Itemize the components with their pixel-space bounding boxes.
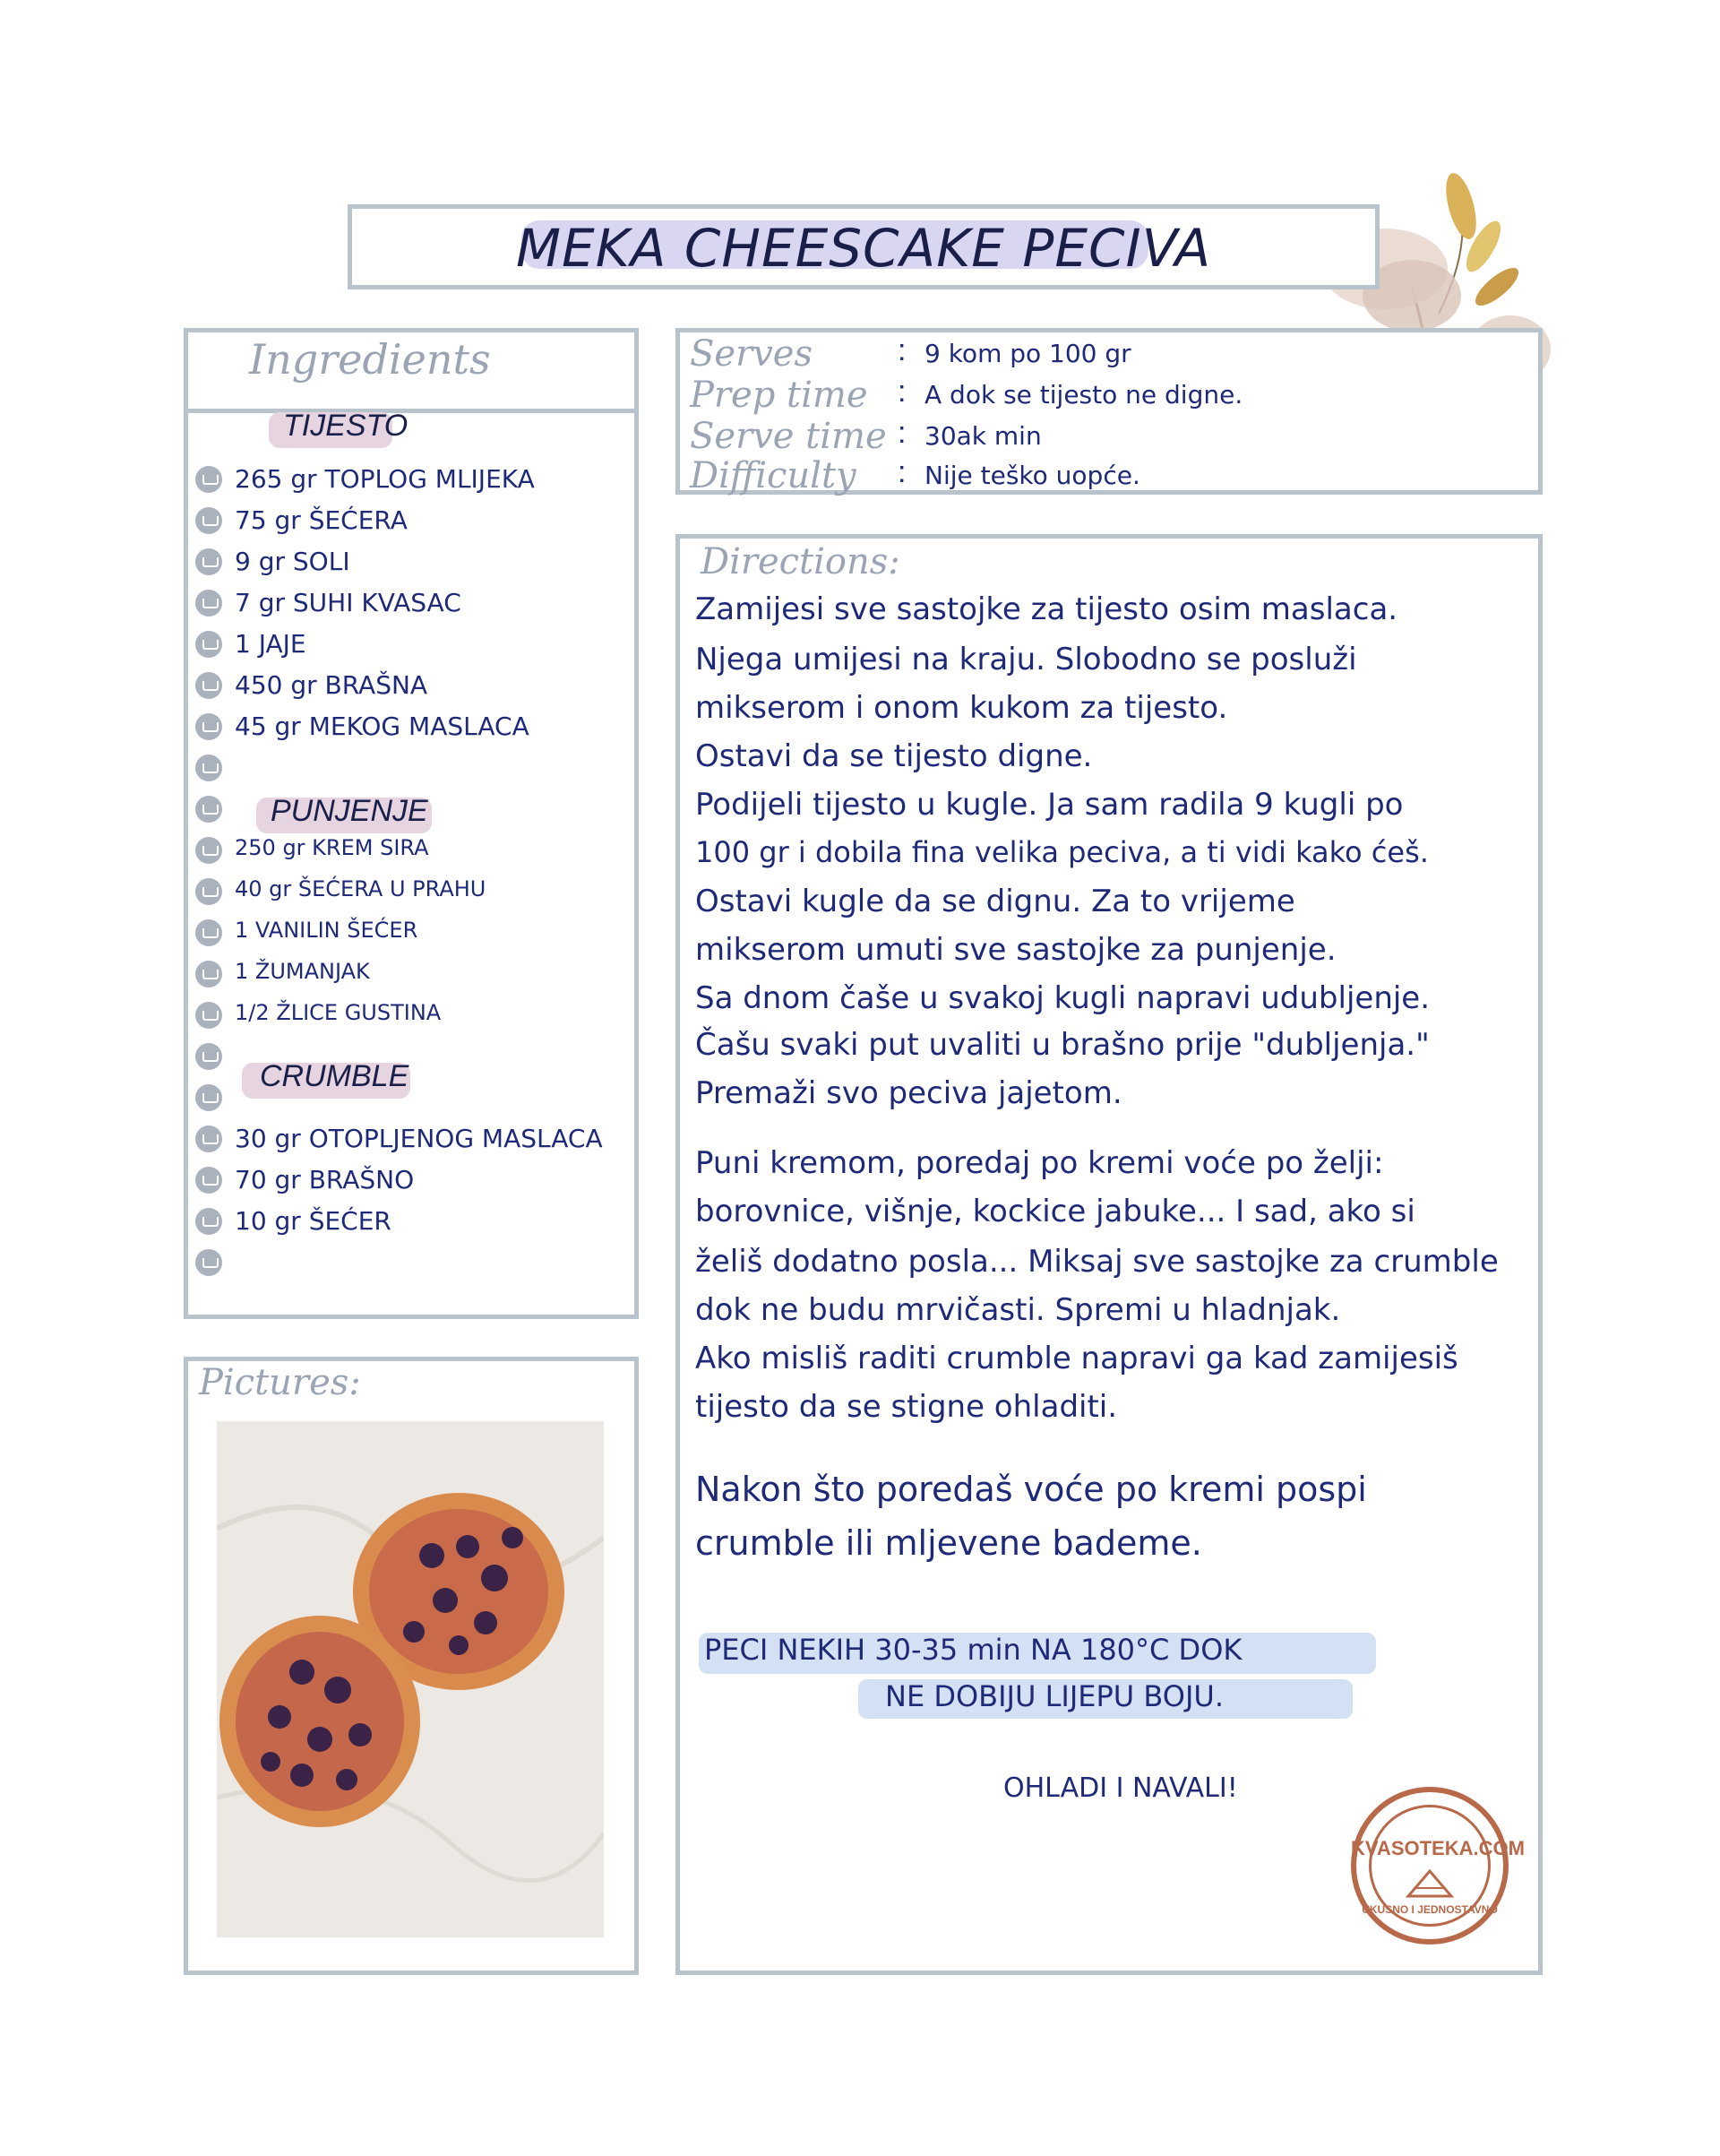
direction-line: Nakon što poredaš voće po kremi pospi [695,1470,1367,1509]
serve-time-label: Serve time [690,416,887,457]
serve-time-value: 30ak min [924,421,1042,451]
bowl-icon [195,1002,222,1029]
direction-line: Zamijesi sve sastojke za tijesto osim maslaca. [695,591,1398,627]
list-item: 7 gr SUHI KVASAC [235,588,461,617]
bowl-icon [195,466,222,493]
list-item: 40 gr ŠEĆERA U PRAHU [235,876,486,901]
direction-line: Ostavi kugle da se dignu. Za to vrijeme [695,884,1295,919]
pastry-photo-icon [217,1421,604,1937]
bowl-icon [195,961,222,987]
list-item: 10 gr ŠEĆER [235,1206,391,1236]
list-item: 1/2 ŽLICE GUSTINA [235,1000,442,1025]
bowl-icon [195,1208,222,1235]
page-title: MEKA CHEESCAKE PECIVA [516,218,1211,279]
bowl-icon [195,1043,222,1070]
difficulty-value: Nije teško uopće. [924,461,1140,490]
recipe-photo [217,1421,604,1937]
direction-line: crumble ili mljevene bademe. [695,1523,1202,1563]
direction-line: Sa dnom čaše u svakoj kugli napravi udubljenje. [695,980,1431,1016]
list-item: 70 gr BRAŠNO [235,1165,415,1194]
section-title-crumble: CRUMBLE [260,1059,409,1093]
bowl-icon [195,878,222,905]
serves-value: 9 kom po 100 gr [924,339,1131,368]
bowl-icon [195,672,222,699]
bowl-icon [195,590,222,617]
direction-line: Premaži svo peciva jajetom. [695,1075,1122,1111]
serves-label: Serves [690,333,813,375]
direction-line: mikserom i onom kukom za tijesto. [695,690,1228,726]
list-item: 1 ŽUMANJAK [235,959,370,984]
list-item: 1 VANILIN ŠEĆER [235,918,418,943]
prep-time-label: Prep time [690,375,868,416]
direction-line: Čašu svaki put uvaliti u brašno prije "dubljenja." [695,1027,1430,1063]
direction-line: 100 gr i dobila fina velika peciva, a ti vidi kako ćeš. [695,835,1429,869]
ingredients-divider [184,409,639,413]
bowl-icon [195,1084,222,1111]
colon: : [898,455,907,489]
list-item: 75 gr ŠEĆERA [235,505,408,535]
direction-line: Ako misliš raditi crumble napravi ga kad zamijesiš [695,1341,1458,1376]
direction-line: borovnice, višnje, kockice jabuke... I sad, ako si [695,1194,1415,1229]
bowl-icon [195,837,222,864]
list-item: 30 gr OTOPLJENOG MASLACA [235,1124,603,1153]
pictures-label: Pictures: [199,1362,361,1403]
brand-name: KVASOTEKA.COM [1351,1837,1525,1859]
direction-line: dok ne budu mrvičasti. Spremi u hladnjak. [695,1292,1341,1328]
direction-line: tijesto da se stigne ohladiti. [695,1389,1118,1425]
list-item: 9 gr SOLI [235,547,350,576]
direction-line: Ostavi da se tijesto digne. [695,738,1093,774]
difficulty-label: Difficulty [690,455,856,496]
bowl-icon [195,755,222,781]
bowl-icon [195,796,222,823]
prep-time-value: A dok se tijesto ne digne. [924,380,1243,410]
bake-instruction: PECI NEKIH 30-35 min NA 180°C DOK [704,1633,1243,1667]
bowl-icon [195,1167,222,1194]
bowl-icon [195,713,222,740]
bowl-icon [195,548,222,575]
direction-line: mikserom umuti sve sastojke za punjenje. [695,932,1337,968]
direction-line: Podijeli tijesto u kugle. Ja sam radila 9 kugli po [695,787,1404,823]
brand-tagline: UKUSNO I JEDNOSTAVNO [1362,1903,1498,1916]
list-item: 265 gr TOPLOG MLIJEKA [235,464,535,494]
bowl-icon [195,1125,222,1152]
ingredients-label: Ingredients [249,335,491,384]
list-item: 250 gr KREM SIRA [235,835,429,860]
section-title-tijesto: TIJESTO [283,409,408,443]
bake-instruction: NE DOBIJU LIJEPU BOJU. [885,1679,1224,1713]
colon: : [898,375,907,409]
list-item: 45 gr MEKOG MASLACA [235,711,529,741]
directions-label: Directions: [701,541,900,582]
bowl-icon [195,1249,222,1276]
direction-line: Puni kremom, poredaj po kremi voće po želji: [695,1145,1384,1181]
colon: : [898,416,907,450]
section-title-punjenje: PUNJENJE [271,794,428,828]
cake-icon [1403,1864,1457,1900]
bowl-icon [195,631,222,658]
list-item: 450 gr BRAŠNA [235,670,428,700]
closing-note: OHLADI I NAVALI! [1003,1772,1238,1804]
direction-line: Njega umijesi na kraju. Slobodno se posluži [695,642,1357,677]
bowl-icon [195,919,222,946]
list-item: 1 JAJE [235,629,306,659]
direction-line: želiš dodatno posla... Miksaj sve sastojke za crumble [695,1244,1499,1280]
bowl-icon [195,507,222,534]
colon: : [898,333,907,367]
